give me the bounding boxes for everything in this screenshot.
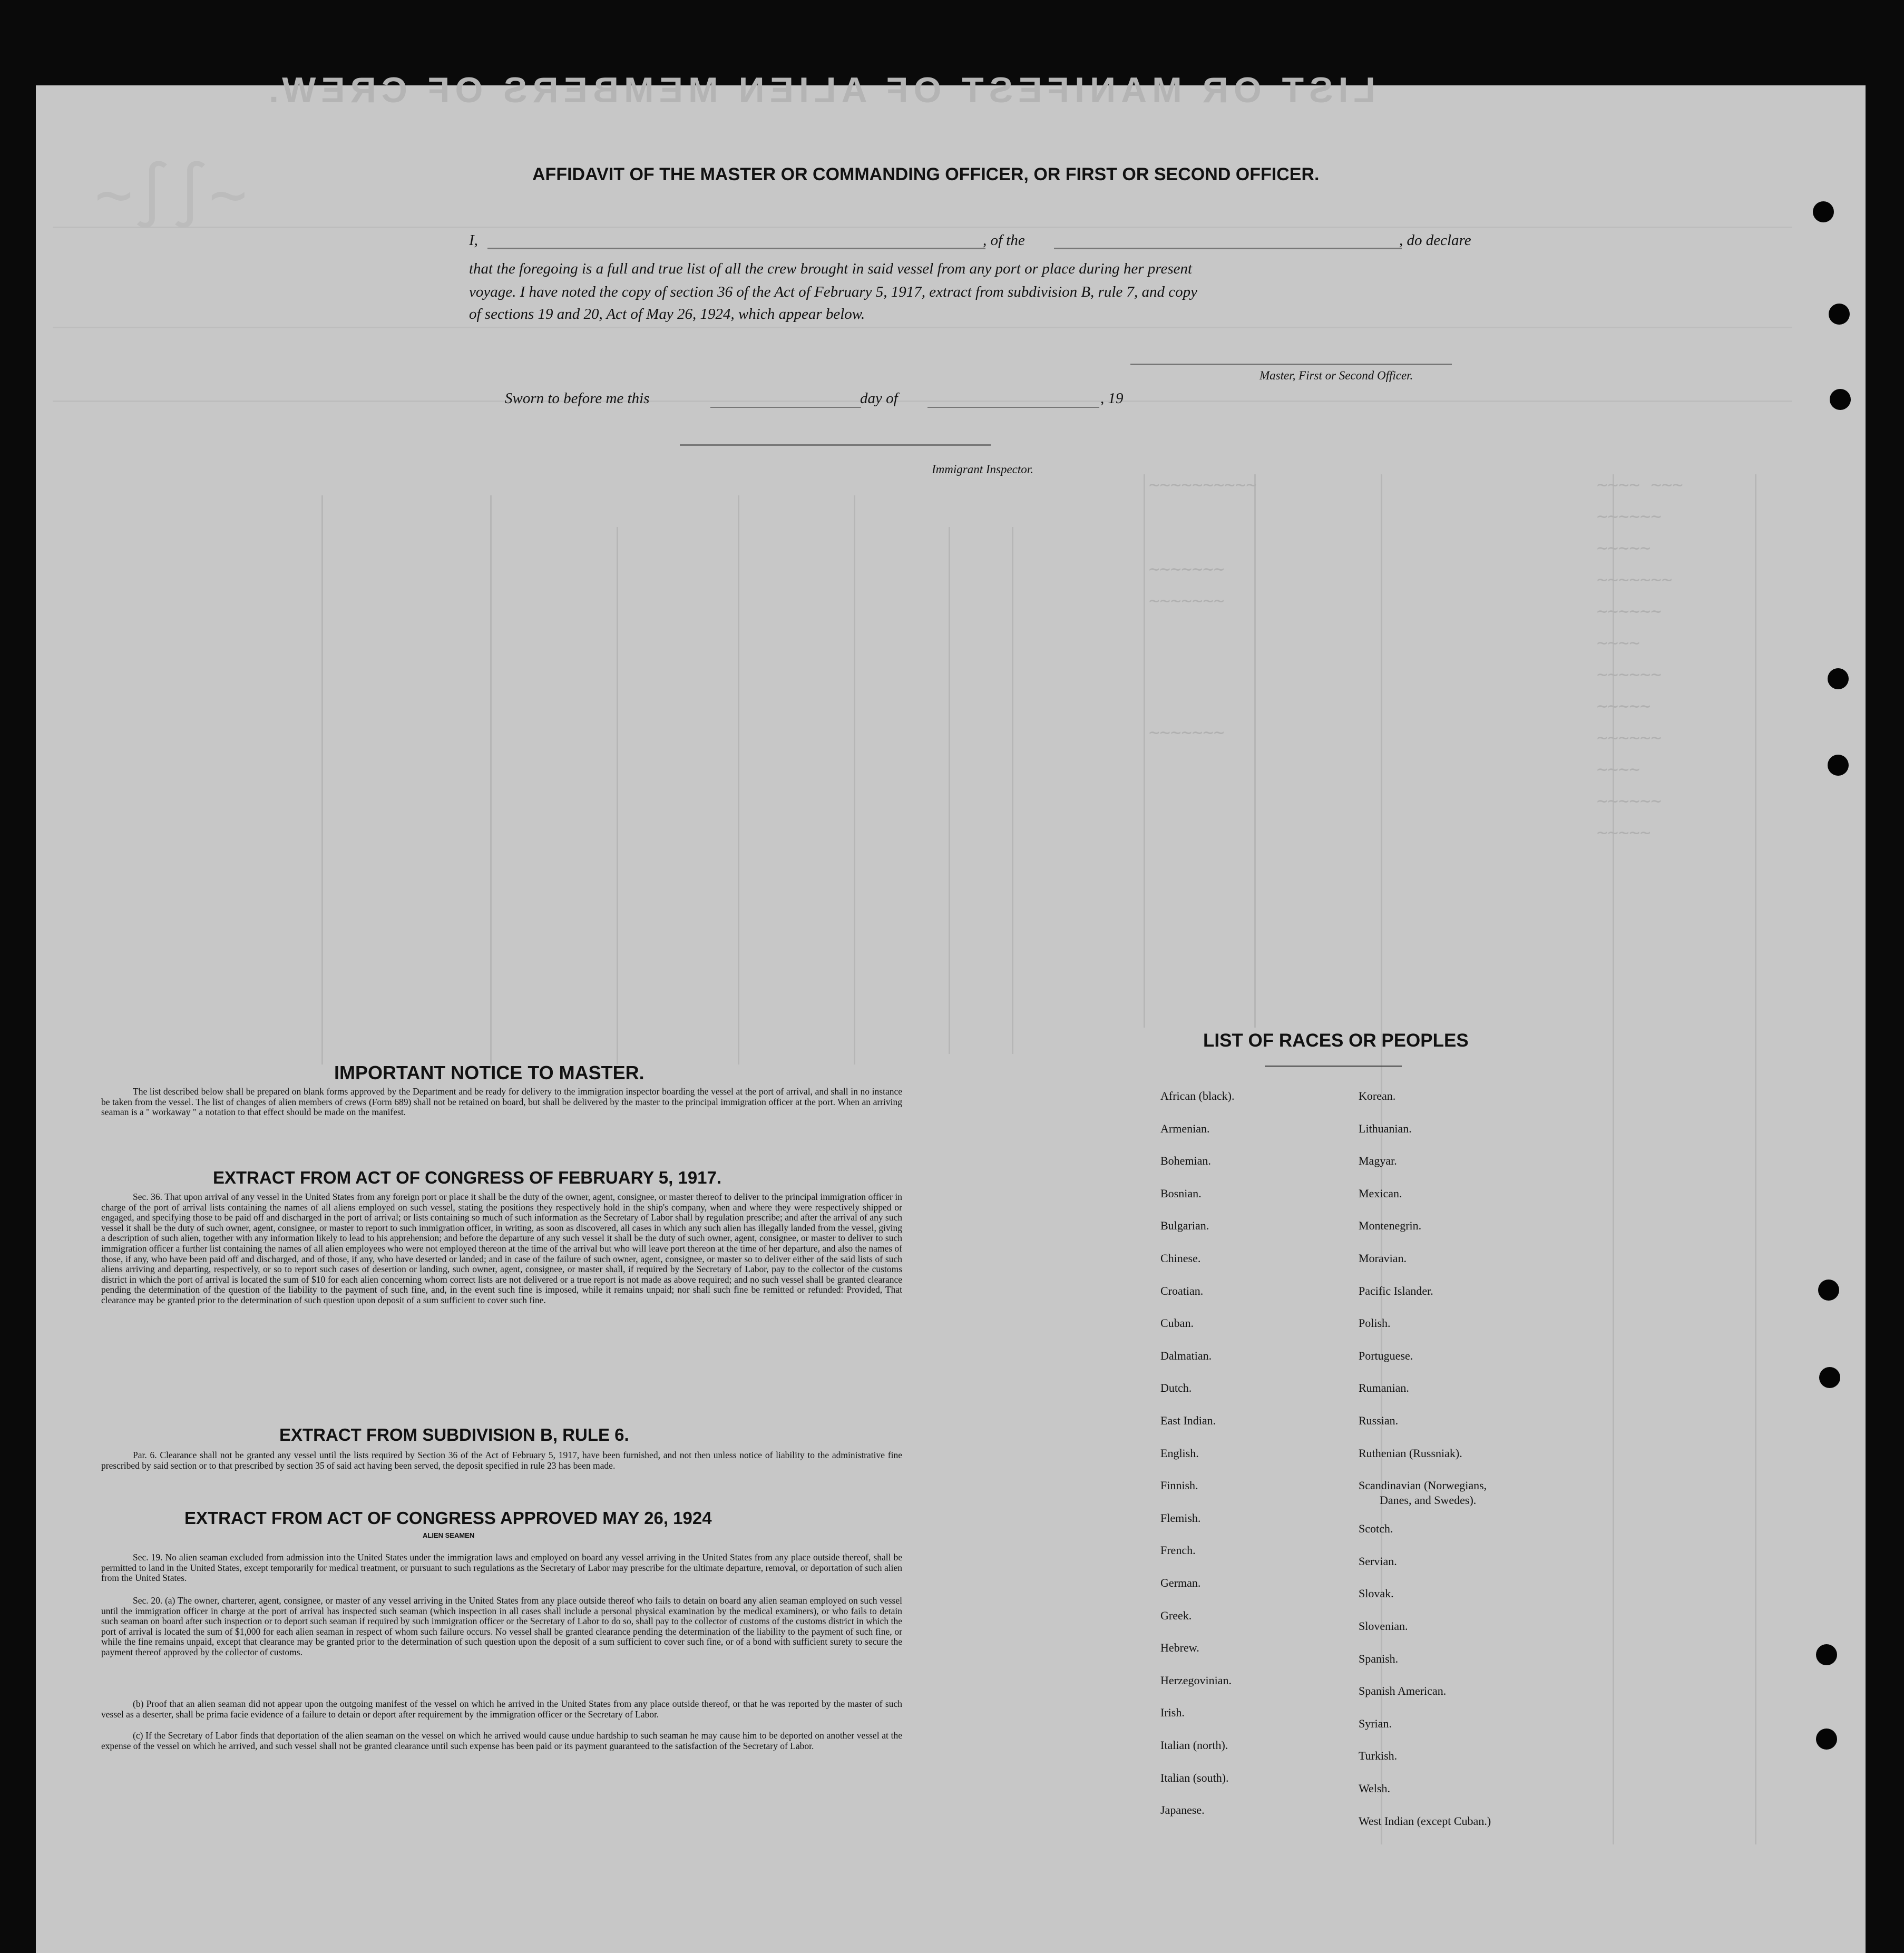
punch-hole	[1829, 304, 1850, 325]
punch-hole	[1819, 1367, 1840, 1388]
race-item: Bohemian.	[1160, 1154, 1211, 1168]
race-item: Mexican.	[1359, 1186, 1402, 1200]
affidavit-do-declare: , do declare	[1399, 232, 1471, 249]
race-item: Slovenian.	[1359, 1619, 1408, 1633]
master-label: Master, First or Second Officer.	[1259, 369, 1413, 382]
race-item: Bosnian.	[1160, 1186, 1202, 1200]
document-page	[36, 85, 1866, 1953]
race-item: Armenian.	[1160, 1121, 1210, 1135]
race-item: Polish.	[1359, 1316, 1391, 1330]
race-item: Dutch.	[1160, 1381, 1192, 1395]
extract-1924-sec20a: Sec. 20. (a) The owner, charterer, agent, consignee, or master of any vessel arriving in the United States from any place outside thereof who fails to detain on board any alien seaman employed on such vessel until the immigration officer in charge at the port of arrival has inspected such seaman (which inspection in all cases shall include a personal physical examination by the medical examiners), or who fails to detain such seaman on board after such inspection or to deport such seaman if required by such immigration officer or the Secretary of Labor to do so, shall pay to the collector of customs of the customs district in which the port of arrival is located the sum of $1,000 for each alien seaman in respect of whom such failure occurs. No vessel shall be granted clearance pending the determination of the liability to the payment of such fine, or while the fine remains unpaid, except that clearance may be granted prior to the determination of such question upon the deposit of a sum sufficient to cover such fine, or of a bond with sufficient surety to secure the payment thereof approved by the collector of customs.	[101, 1595, 902, 1657]
sworn-month-line	[927, 407, 1099, 408]
race-item: English.	[1160, 1446, 1199, 1460]
bleed-through-handwriting: ~~~~~~~~~~	[1149, 474, 1257, 495]
race-item: French.	[1160, 1544, 1196, 1557]
race-item: Cuban.	[1160, 1316, 1194, 1330]
sworn-text: Sworn to before me this	[505, 390, 650, 407]
race-item: Moravian.	[1359, 1252, 1407, 1265]
bleed-through-handwriting: ~~~~~~	[1597, 506, 1662, 527]
affidavit-of-the: , of the	[983, 232, 1025, 249]
sworn-year: , 19	[1100, 390, 1124, 407]
extract-1917-title: EXTRACT FROM ACT OF CONGRESS OF FEBRUARY 5, 1917.	[213, 1168, 722, 1187]
bleed-through-handwriting: ~~~~~~~	[1597, 569, 1673, 590]
race-item: Russian.	[1359, 1414, 1399, 1427]
race-item: East Indian.	[1160, 1414, 1216, 1427]
affidavit-vessel-line	[1054, 248, 1402, 249]
bleed-through-handwriting: ~~~~~~	[1597, 727, 1662, 748]
race-item: Irish.	[1160, 1706, 1185, 1720]
bleed-through-column	[738, 495, 739, 1065]
race-item: Spanish.	[1359, 1652, 1399, 1665]
extract-1924-sec19: Sec. 19. No alien seaman excluded from admission into the United States under the immigration laws and employed on board any vessel arriving in the United States from any place outside thereof, shall be permitted to land in the United States, except temporarily for medical treatment, or pursuant to such regulations as the Secretary of Labor may prescribe for the ultimate departure, removal, or deportation of such alien from the United States.	[101, 1552, 902, 1584]
affidavit-line-4: of sections 19 and 20, Act of May 26, 1924, which appear below.	[469, 306, 865, 323]
race-item: Magyar.	[1359, 1154, 1397, 1168]
race-item: Dalmatian.	[1160, 1349, 1212, 1362]
bleed-through-column	[854, 495, 855, 1065]
race-item: Ruthenian (Russniak).	[1359, 1446, 1462, 1460]
race-item: Italian (south).	[1160, 1771, 1229, 1784]
races-title-rule	[1265, 1066, 1402, 1067]
notice-title: IMPORTANT NOTICE TO MASTER.	[334, 1062, 645, 1083]
bleed-through-column	[1254, 474, 1256, 1028]
bleed-through-handwriting: ~~~~	[1597, 632, 1640, 653]
bleed-through-line	[53, 327, 1792, 328]
race-item: Servian.	[1359, 1554, 1397, 1568]
master-signature-line	[1130, 364, 1452, 365]
punch-hole	[1816, 1729, 1837, 1750]
bleed-through-handwriting: ~~~~~	[1597, 822, 1651, 843]
race-item: Korean.	[1359, 1089, 1396, 1102]
bleed-through-handwriting: ~~~~~	[1597, 696, 1651, 717]
race-item: Scotch.	[1359, 1522, 1393, 1536]
punch-hole	[1813, 201, 1834, 222]
race-item: Bulgarian.	[1160, 1219, 1209, 1233]
punch-hole	[1828, 668, 1849, 689]
punch-hole	[1818, 1280, 1839, 1301]
race-item: Croatian.	[1160, 1284, 1204, 1297]
inspector-label: Immigrant Inspector.	[932, 463, 1033, 476]
race-item: Greek.	[1160, 1608, 1192, 1622]
races-title: LIST OF RACES OR PEOPLES	[1203, 1030, 1469, 1051]
race-item: Japanese.	[1160, 1803, 1205, 1817]
punch-hole	[1816, 1644, 1837, 1665]
rule6-body: Par. 6. Clearance shall not be granted any vessel until the lists required by Section 36 of the Act of February 5, 1917, have been furnished, and not then unless notice of liability to the administrative fine prescribed by said section or to that prescribed by section 35 of said act having been served, the deposit specified in rule 23 has been made.	[101, 1450, 902, 1471]
bleed-through-handwriting: ~∫∫~	[95, 158, 247, 231]
race-item: Montenegrin.	[1359, 1219, 1422, 1233]
race-item: Syrian.	[1359, 1716, 1392, 1730]
punch-hole	[1830, 389, 1851, 410]
bleed-through-handwriting: ~~~~~~~	[1149, 722, 1225, 743]
race-item: African (black).	[1160, 1089, 1235, 1102]
affidavit-title: AFFIDAVIT OF THE MASTER OR COMMANDING OFFICER, OR FIRST OR SECOND OFFICER.	[532, 164, 1320, 184]
affidavit-line-2: that the foregoing is a full and true list of all the crew brought in said vessel from any port or place during her present	[469, 260, 1193, 277]
extract-1924-subtitle: ALIEN SEAMEN	[423, 1531, 475, 1539]
bleed-through-column	[949, 527, 950, 1054]
punch-hole	[1828, 755, 1849, 776]
sworn-day-line	[710, 407, 861, 408]
race-item: Chinese.	[1160, 1252, 1201, 1265]
extract-1917-body: Sec. 36. That upon arrival of any vessel in the United States from any foreign port or place it shall be the duty of the owner, agent, consignee, or master thereof to deliver to the principal immigration officer in charge of the port of arrival lists containing the names of all aliens employed on such vessel, stating the positions they respectively hold in the ship's company, when and where they were respectively shipped or engaged, and specifying those to be paid off and discharged in the port of arrival; or lists containing so much of such information as the Secretary of Labor shall by regulation prescribe; and after the arrival of any such vessel it shall be the duty of such owner, agent, consignee, or master to report to such immigration officer, in writing, as soon as discovered, all cases in which any such alien has illegally landed from the vessel, giving a description of such alien, together with any information likely to lead to his apprehension; and before the departure of any such vessel it shall be the duty of such owner, agent, consignee, or master to deliver to such immigration officer a further list containing the names of all alien employees who were not employed thereon at the time of the arrival but who will leave port thereon at the time of her departure, and also the names of those, if any, who have been paid off and discharged, and of those, if any, who have deserted or landed; and in case of the failure of such owner, agent, consignee, or master so to deliver either of the said lists of such aliens arriving and departing, respectively, or so to report such cases of desertion or landing, such owner, agent, consignee, or master shall, if required by the Secretary of Labor, pay to the collector of the customs district in which the port of arrival is located the sum of $10 for each alien concerning whom correct lists are not delivered or a true report is not made as above required; and no such vessel shall be granted clearance pending the determination of the question of the liability to the payment of such fine, and, in the event such fine is imposed, while it remains unpaid; nor shall such fine be remitted or refunded: Provided, That clearance may be granted prior to the determination of such question upon deposit of a sum sufficient to cover such fine.	[101, 1192, 902, 1305]
race-item: Rumanian.	[1359, 1381, 1409, 1395]
extract-1924-title: EXTRACT FROM ACT OF CONGRESS APPROVED MAY 26, 1924	[184, 1508, 712, 1528]
bleed-through-handwriting: ~~~~~~	[1597, 601, 1662, 622]
bleed-through-handwriting: ~~~~	[1597, 759, 1640, 780]
bleed-through-column	[490, 495, 492, 1065]
race-item: Danes, and Swedes).	[1380, 1493, 1477, 1507]
race-item: Welsh.	[1359, 1782, 1390, 1795]
bleed-through-handwriting: ~~~~~~~	[1149, 590, 1225, 611]
race-item: German.	[1160, 1576, 1201, 1589]
bleed-through-handwriting: ~~~~~~	[1597, 664, 1662, 685]
affidavit-i: I,	[469, 232, 478, 249]
race-item: Italian (north).	[1160, 1739, 1228, 1752]
rule6-title: EXTRACT FROM SUBDIVISION B, RULE 6.	[279, 1425, 629, 1444]
race-item: Pacific Islander.	[1359, 1284, 1433, 1297]
bleed-through-handwriting: ~~~~~~	[1597, 790, 1662, 812]
race-item: Turkish.	[1359, 1749, 1398, 1763]
race-item: West Indian (except Cuban.)	[1359, 1814, 1491, 1828]
race-item: Spanish American.	[1359, 1684, 1447, 1698]
affidavit-line-3: voyage. I have noted the copy of section 36 of the Act of February 5, 1917, extract from subdivision B, rule 7, and copy	[469, 284, 1198, 300]
bleed-through-handwriting: ~~~~ ~~~	[1597, 474, 1683, 495]
bleed-through-column	[321, 495, 323, 1065]
bleed-through-handwriting: ~~~~~~~	[1149, 559, 1225, 580]
race-item: Portuguese.	[1359, 1349, 1413, 1362]
race-item: Lithuanian.	[1359, 1121, 1412, 1135]
race-item: Hebrew.	[1160, 1641, 1199, 1655]
extract-1924-sec20b: (b) Proof that an alien seaman did not appear upon the outgoing manifest of the vessel on which he arrived in the United States from any place outside thereof, or that he was reported by the master of such vessel as a deserter, shall be prima facie evidence of a failure to detain or deport after requirement by the immigration officer or the Secretary of Labor.	[101, 1698, 902, 1720]
race-item: Slovak.	[1359, 1587, 1394, 1600]
bleed-through-handwriting: ~~~~~	[1597, 538, 1651, 559]
race-item: Herzegovinian.	[1160, 1673, 1232, 1687]
bleed-through-column	[617, 527, 618, 1065]
bleed-through-column	[1755, 474, 1756, 1844]
sworn-day-of: day of	[860, 390, 898, 407]
inspector-signature-line	[680, 444, 991, 446]
race-item: Flemish.	[1160, 1511, 1201, 1525]
affidavit-name-line	[487, 248, 985, 249]
race-item: Scandinavian (Norwegians,	[1359, 1479, 1487, 1492]
bleed-through-line	[53, 227, 1792, 228]
notice-body: The list described below shall be prepared on blank forms approved by the Department and be ready for delivery to the immigration inspector boarding the vessel at the port of arrival, and shall in no instance be taken from the vessel. The list of changes of alien members of crews (Form 689) shall not be retained on board, but shall be delivered by the master to the principal immigration officer at the port. When an arriving seaman is a " workaway " a notation to that effect should be made on the manifest.	[101, 1086, 902, 1118]
bleed-through-column	[1144, 474, 1145, 1028]
bleed-through-column	[1012, 527, 1013, 1054]
extract-1924-sec20c: (c) If the Secretary of Labor finds that deportation of the alien seaman on the vessel on which he arrived would cause undue hardship to such seaman he may cause him to be deported on another vessel at the expense of the vessel on which he arrived, and such vessel shall not be granted clearance until such expense has been paid or its payment guaranteed to the satisfaction of the Secretary of Labor.	[101, 1730, 902, 1751]
bleed-through-heading: LIST OR MANIFEST OF ALIEN MEMBERS OF CREW.	[263, 70, 1375, 110]
bleed-through-line	[53, 401, 1792, 402]
race-item: Finnish.	[1160, 1479, 1198, 1492]
